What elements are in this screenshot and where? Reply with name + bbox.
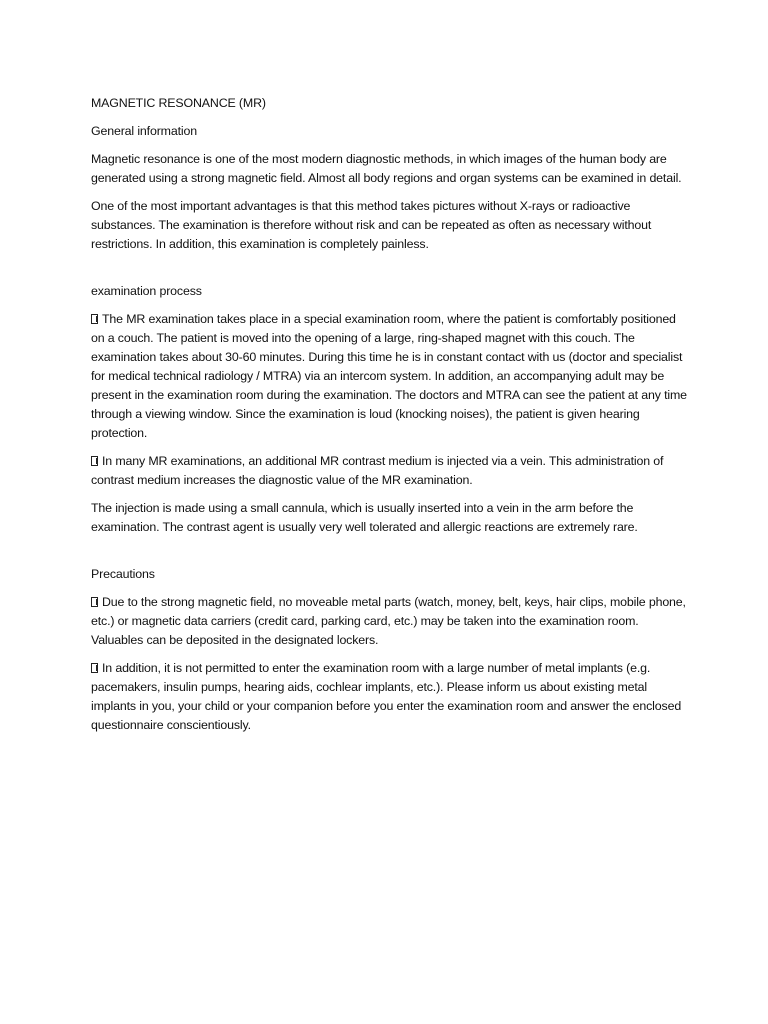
precautions-bullet-1-text: Due to the strong magnetic field, no moveable metal parts (watch, money, belt, keys, hair clips, mobile phone, etc.) or magnetic data carriers (credit card, parking card, etc.) may be taken into the examination room. Valuables can be deposited in the designated lockers.: [91, 595, 686, 647]
process-paragraph-3: The injection is made using a small cannula, which is usually inserted into a vein in the arm before the examination. The contrast agent is usually very well tolerated and allergic reactions are extremely rare.: [91, 501, 638, 534]
precautions-bullet-1: [91, 593, 691, 650]
general-paragraph-1: Magnetic resonance is one of the most modern diagnostic methods, in which images of the human body are generated using a strong magnetic field. Almost all body regions and organ systems can be examined in detail.: [91, 152, 682, 185]
bullet-icon: [91, 597, 98, 607]
document-title: MAGNETIC RESONANCE (MR): [91, 96, 266, 110]
spacer: [91, 263, 691, 282]
general-information-heading: General information: [91, 124, 197, 138]
bullet-icon: [91, 314, 98, 324]
process-bullet-2-text: In many MR examinations, an additional MR contrast medium is injected via a vein. This administration of contrast medium increases the diagnostic value of the MR examination.: [91, 454, 664, 487]
precautions-heading: Precautions: [91, 567, 155, 581]
process-bullet-2: [91, 452, 691, 490]
general-paragraph-2: One of the most important advantages is that this method takes pictures without X-rays or radioactive substances. The examination is therefore without risk and can be repeated as often as necessary without restrictions. In addition, this examination is completely painless.: [91, 199, 652, 251]
precautions-bullet-2: [91, 659, 691, 735]
document-page: [91, 94, 691, 744]
spacer: [91, 546, 691, 565]
examination-process-heading: examination process: [91, 284, 202, 298]
precautions-bullet-2-text: In addition, it is not permitted to enter the examination room with a large number of metal implants (e.g. pacemakers, insulin pumps, hearing aids, cochlear implants, etc.). Please inform us about existing metal implants in you, your child or your companion before you enter the examination room and answer the enclosed questionnaire conscientiously.: [91, 661, 682, 732]
bullet-icon: [91, 456, 98, 466]
process-bullet-1-text: The MR examination takes place in a special examination room, where the patient is comfortably positioned on a couch. The patient is moved into the opening of a large, ring-shaped magnet with this couch. The examination takes about 30-60 minutes. During this time he is in constant contact with us (doctor and specialist for medical technical radiology / MTRA) via an intercom system. In addition, an accompanying adult may be present in the examination room during the examination. The doctors and MTRA can see the patient at any time through a viewing window. Since the examination is loud (knocking noises), the patient is given hearing protection.: [91, 312, 687, 440]
process-bullet-1: [91, 310, 691, 443]
bullet-icon: [91, 663, 98, 673]
